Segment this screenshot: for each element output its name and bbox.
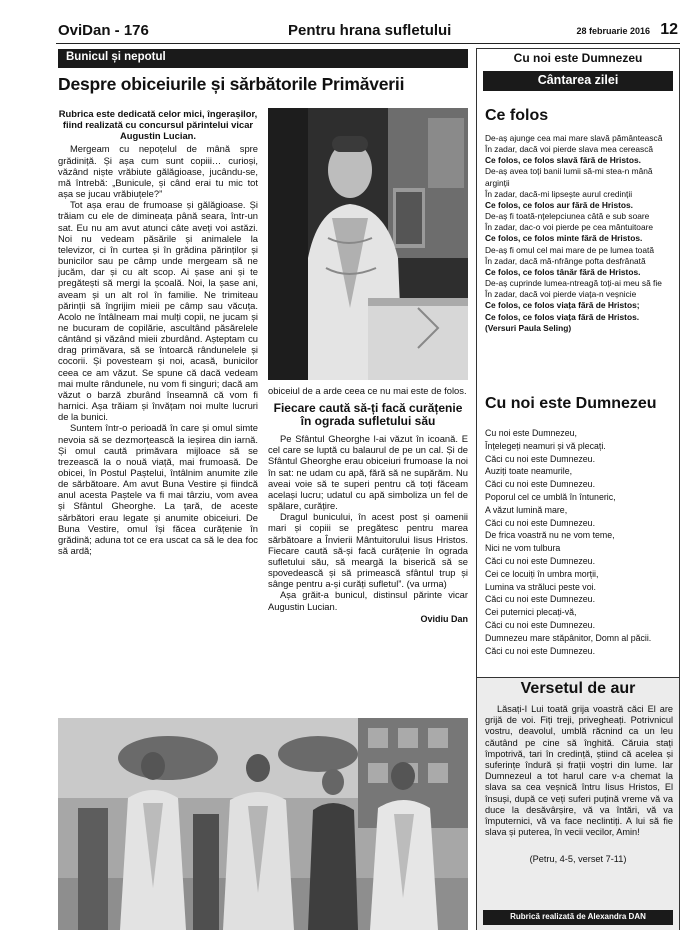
poem2-text bbox=[485, 427, 675, 657]
article-column-1 bbox=[58, 108, 258, 708]
poem-line: Nici ne vom tulbura bbox=[485, 543, 561, 554]
poem-line: În zadar, dacă mă-nfrânge pofta desfrânată bbox=[485, 255, 646, 266]
poem-line: În zadar, dac-o voi pierde pe cea mântuitoare bbox=[485, 222, 654, 233]
poem-line: Ce folos, ce folos minte fără de Hristos. bbox=[485, 233, 643, 244]
poem-line: Căci cu noi este Dumnezeu. bbox=[485, 479, 596, 490]
page-header bbox=[56, 20, 680, 44]
section-name: Pentru hrana sufletului bbox=[288, 22, 452, 39]
verset-title: Versetul de aur bbox=[520, 680, 636, 697]
article-intro: Rubrica este dedicată celor mici, îngerașilor, fiind realizată cu concursul părintelui vicar Augustin Lucian. bbox=[58, 108, 258, 142]
article-paragraph: Suntem într-o perioadă în care și omul simte nevoia să se dezmorțească la ieșirea din iarnă. Și omul caută primăvara mijloace să se trezească la o nouă viață, mai frumoasă. De obicei, în Postul Paștelui, întâlnim anumite zile de sărbătoare. Am avut Buna Vestire și fiindcă anul acesta Paștele va fi mai târziu, vom avea și Sfântul Gheorghe. La țară, de aceste sărbători erau legate și anumite obiceiuri. De Buna Vestire, omul își făcea curățenie în grădină; aduna tot ce era uscat ca să le dea foc să ardă; bbox=[58, 422, 258, 557]
verset-text: Lăsați-I Lui toată grija voastră căci El are grijă de voi. Fiți treji, privegheați. Potrivnicul vostru, deavolul, umblă răcnind ca un leu căutând pe cine să înghită. Căruia stați împotrivă, tari în credință, știind că acelea și suferințe îndură și frații voștri din lume. Iar Dumnezeul a tot harul care v-a chemat la slava sa cea veșnică întru Iisus Hristos, El însuși, după ce veți suferi puțină vreme vă va duce la desăvârșire, vă va întări, vă va împuternici, vă va face neclintiți. A lui să fie slava și puterea, în vecii vecilor, Amin! bbox=[485, 704, 673, 838]
poem-line: Lumina va străluci peste voi. bbox=[485, 581, 596, 592]
article-paragraph: Așa grăit-a bunicul, distinsul părinte vicar Augustin Lucian. bbox=[268, 589, 468, 612]
poem-credit: (Versuri Paula Seling) bbox=[485, 322, 572, 333]
poem-line: A văzut lumină mare, bbox=[485, 504, 568, 515]
poem-line: Cei ce locuiți în umbra morții, bbox=[485, 568, 599, 579]
poem-line: Căci cu noi este Dumnezeu. bbox=[485, 453, 596, 464]
poem-line: Căci cu noi este Dumnezeu. bbox=[485, 645, 596, 656]
poem-line: Căci cu noi este Dumnezeu. bbox=[485, 594, 596, 605]
article-paragraph: Pe Sfântul Gheorghe l-ai văzut în icoană. E cel care se luptă cu balaurul de pe un cal. Și de Sfântul Gheorghe erau obiceiuri frumoase la noi în sat: ne udam cu apă, fără să ne supărăm. Nu aveai voie să te superi pentru că toți făceam același lucru; udatul cu apă simboliza un fel de spălare, curățire. bbox=[268, 433, 468, 512]
poem-line: De-aș ajunge cea mai mare slavă pământească bbox=[485, 133, 663, 143]
procession-photo bbox=[58, 718, 468, 930]
column-credit: Rubrică realizată de Alexandra DAN bbox=[483, 910, 673, 925]
poem-line: De-aș fi toată-nțelepciunea câtă e sub soare bbox=[485, 211, 650, 222]
verset-reference: (Petru, 4-5, verset 7-11) bbox=[529, 854, 627, 864]
poem-line: De-aș cuprinde lumea-ntreagă toți-ai meu să fie bbox=[485, 278, 662, 289]
priest-photo-illustration bbox=[268, 108, 468, 380]
poem-line: Căci cu noi este Dumnezeu. bbox=[485, 619, 596, 630]
poem-line: Căci cu noi este Dumnezeu. bbox=[485, 517, 596, 528]
poem-line: Auziți toate neamurile, bbox=[485, 466, 573, 477]
article-paragraph: Dragul bunicului, în acest post și oamenii mari și copiii se pregătesc pentru marea sărbătoare a Învierii Mântuitorului Iisus Hristos. Fiecare caută să-și facă curățenie în ograda sufletului său, să meargă la biserică să se spovedească și să primească sfântul trup și sânge pentru a-și curăți sufletul”. (va urma) bbox=[268, 511, 468, 590]
page-number: 12 bbox=[660, 21, 678, 38]
poem-line: Ce folos, ce folos viața fără de Hristos. bbox=[485, 311, 640, 322]
poem-line: Ce folos, ce folos slavă fără de Hristos. bbox=[485, 155, 641, 166]
priest-photo bbox=[268, 108, 468, 380]
article-continuation: obiceiul de a arde ceea ce nu mai este de folos. bbox=[268, 385, 467, 396]
poem-line: În zadar, dacă voi pierde slava mea cerească bbox=[485, 144, 654, 155]
article-signature: Ovidiu Dan bbox=[420, 613, 468, 624]
poem-line: Ce folos, ce folos aur fără de Hristos. bbox=[485, 199, 633, 210]
poem-line: De-aș fi omul cel mai mare de pe lumea toată bbox=[485, 244, 654, 255]
sidebar bbox=[476, 48, 680, 930]
poem-line: Înțelegeți neamuri și vă plecați. bbox=[485, 440, 606, 451]
poem1-title: Ce folos bbox=[485, 107, 549, 124]
procession-photo-illustration bbox=[58, 718, 468, 930]
issue-date: 28 februarie 2016 bbox=[576, 26, 650, 36]
poem-line: Cu noi este Dumnezeu, bbox=[485, 428, 577, 438]
poem-line: Ce folos, ce folos viața fără de Hristos; bbox=[485, 300, 640, 311]
article-column-2 bbox=[268, 385, 468, 685]
verset-box bbox=[477, 677, 679, 930]
poem1-text bbox=[485, 133, 675, 334]
poem-line: În zadar, dacă-mi lipsește aurul credinții bbox=[485, 188, 633, 199]
article-paragraph: Mergeam cu nepoțelul de mână spre grădiniță. Și așa cum sunt copiii… curioși, văzând niște vrăbiute gălăgioase, jucându-se, mă întrebă: „Bunicule, și când erai tu mic tot așa se jucau vrăbiuțele?” bbox=[58, 143, 258, 200]
poem-line: Ce folos, ce folos tânăr fără de Hristos. bbox=[485, 266, 641, 277]
sidebar-bar-label: Cântarea zilei bbox=[483, 71, 673, 91]
poem-line: De frica voastră nu ne vom teme, bbox=[485, 530, 615, 541]
poem-line: Căci cu noi este Dumnezeu. bbox=[485, 555, 596, 566]
poem-line: În zadar, dacă voi pierde viața-n veșnicie bbox=[485, 289, 637, 300]
poem-line: Poporul cel ce umblă în întuneric, bbox=[485, 491, 616, 502]
poem-line: Dumnezeu mare stăpânitor, Domn al păcii. bbox=[485, 632, 652, 643]
sidebar-title: Cu noi este Dumnezeu bbox=[513, 51, 643, 65]
poem-line: De-aș avea toți banii lumii să-mi stea-n mână arginții bbox=[485, 166, 653, 188]
publication-name: OviDan - 176 bbox=[58, 22, 149, 39]
article-subheading: Fiecare caută să-ți facă curățenie în ograda sufletului său bbox=[273, 401, 463, 429]
poem2-title: Cu noi este Dumnezeu bbox=[485, 395, 657, 412]
article-title: Despre obiceiurile și sărbătorile Primăverii bbox=[58, 74, 405, 94]
article-section-label: Bunicul și nepotul bbox=[58, 49, 468, 68]
poem-line: Cei puternici plecați-vă, bbox=[485, 607, 577, 618]
article-paragraph: Tot așa erau de frumoase și gălăgioase. Și trăiam cu ele de dimineața până seara, într-un sat. Eu nu am avut atunci câte aveți voi astăzi. Noi nu vedeam păsările și animalele la televizor, ci în curtea și în grădina părinților și bunicilor sau pe câmp unde mergeam să ne jucăm, dar și cu alt scop. Ai șase ani și te pregătești să mergi la școală. Noi, la șase ani, aveam și un alt rol în familie. Ne trimiteau părinții să îngrijim mieii pe câmp sau văcuța. Acolo ne întâlneam mai mulți copii, ne jucam și ne bucuram de copilărie, ascultând păsărelele cântând și văzând mieii zburdând. Așteptam cu drag primăvara, să se întoarcă rândunelele și cocorii. Și povesteam și noi, acasă, bunicilor ceea ce am văzut. Se spune că dacă vedeam mai multe rândunele, nu vom fi singuri; dacă am văzut o barză zburând înseamnă că vom fi harnici. Așa trăiam și învățam noi multe lucruri de la bunici. bbox=[58, 199, 258, 423]
